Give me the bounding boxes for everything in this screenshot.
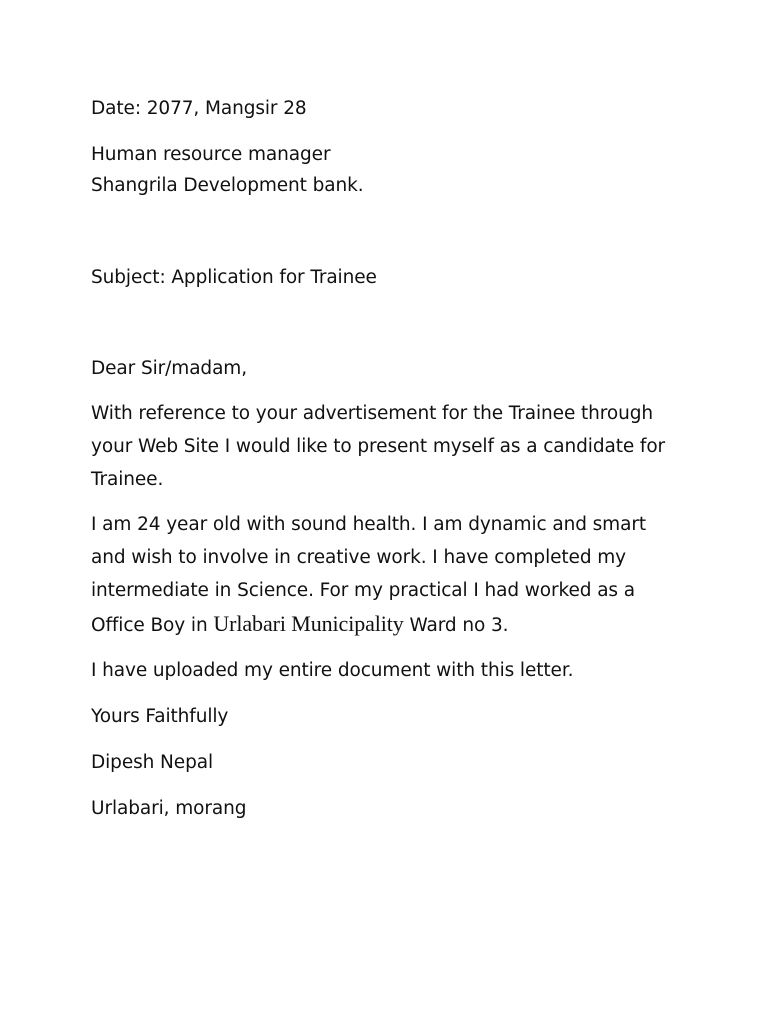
- signature-name: Dipesh Nepal: [91, 752, 213, 773]
- letter-page: [91, 0, 691, 1024]
- text-before-place: Office Boy in: [91, 615, 214, 636]
- paragraph-line-mixed: [91, 607, 681, 642]
- letter-subject: Subject: Application for Trainee: [91, 267, 377, 288]
- letter-closing: Yours Faithfully: [91, 706, 229, 727]
- paragraph-reference: [91, 397, 681, 496]
- recipient-org: Shangrila Development bank.: [91, 175, 364, 196]
- paragraph-about: [91, 508, 681, 642]
- signature-address: Urlabari, morang: [91, 798, 247, 819]
- letter-date: Date: 2077, Mangsir 28: [91, 98, 307, 119]
- paragraph-line: With reference to your advertisement for the Trainee through: [91, 403, 654, 424]
- letter-salutation: Dear Sir/madam,: [91, 358, 248, 379]
- paragraph-line: your Web Site I would like to present myself as a candidate for: [91, 436, 666, 457]
- paragraph-line: and wish to involve in creative work. I have completed my: [91, 547, 627, 568]
- paragraph-documents: I have uploaded my entire document with this letter.: [91, 660, 574, 681]
- paragraph-line: I am 24 year old with sound health. I am dynamic and smart: [91, 514, 646, 535]
- recipient-title: Human resource manager: [91, 144, 331, 165]
- text-after-place: Ward no 3.: [403, 615, 509, 636]
- paragraph-line: Trainee.: [91, 469, 164, 490]
- place-name: Urlabari Municipality: [213, 611, 404, 636]
- paragraph-line: intermediate in Science. For my practical I had worked as a: [91, 580, 635, 601]
